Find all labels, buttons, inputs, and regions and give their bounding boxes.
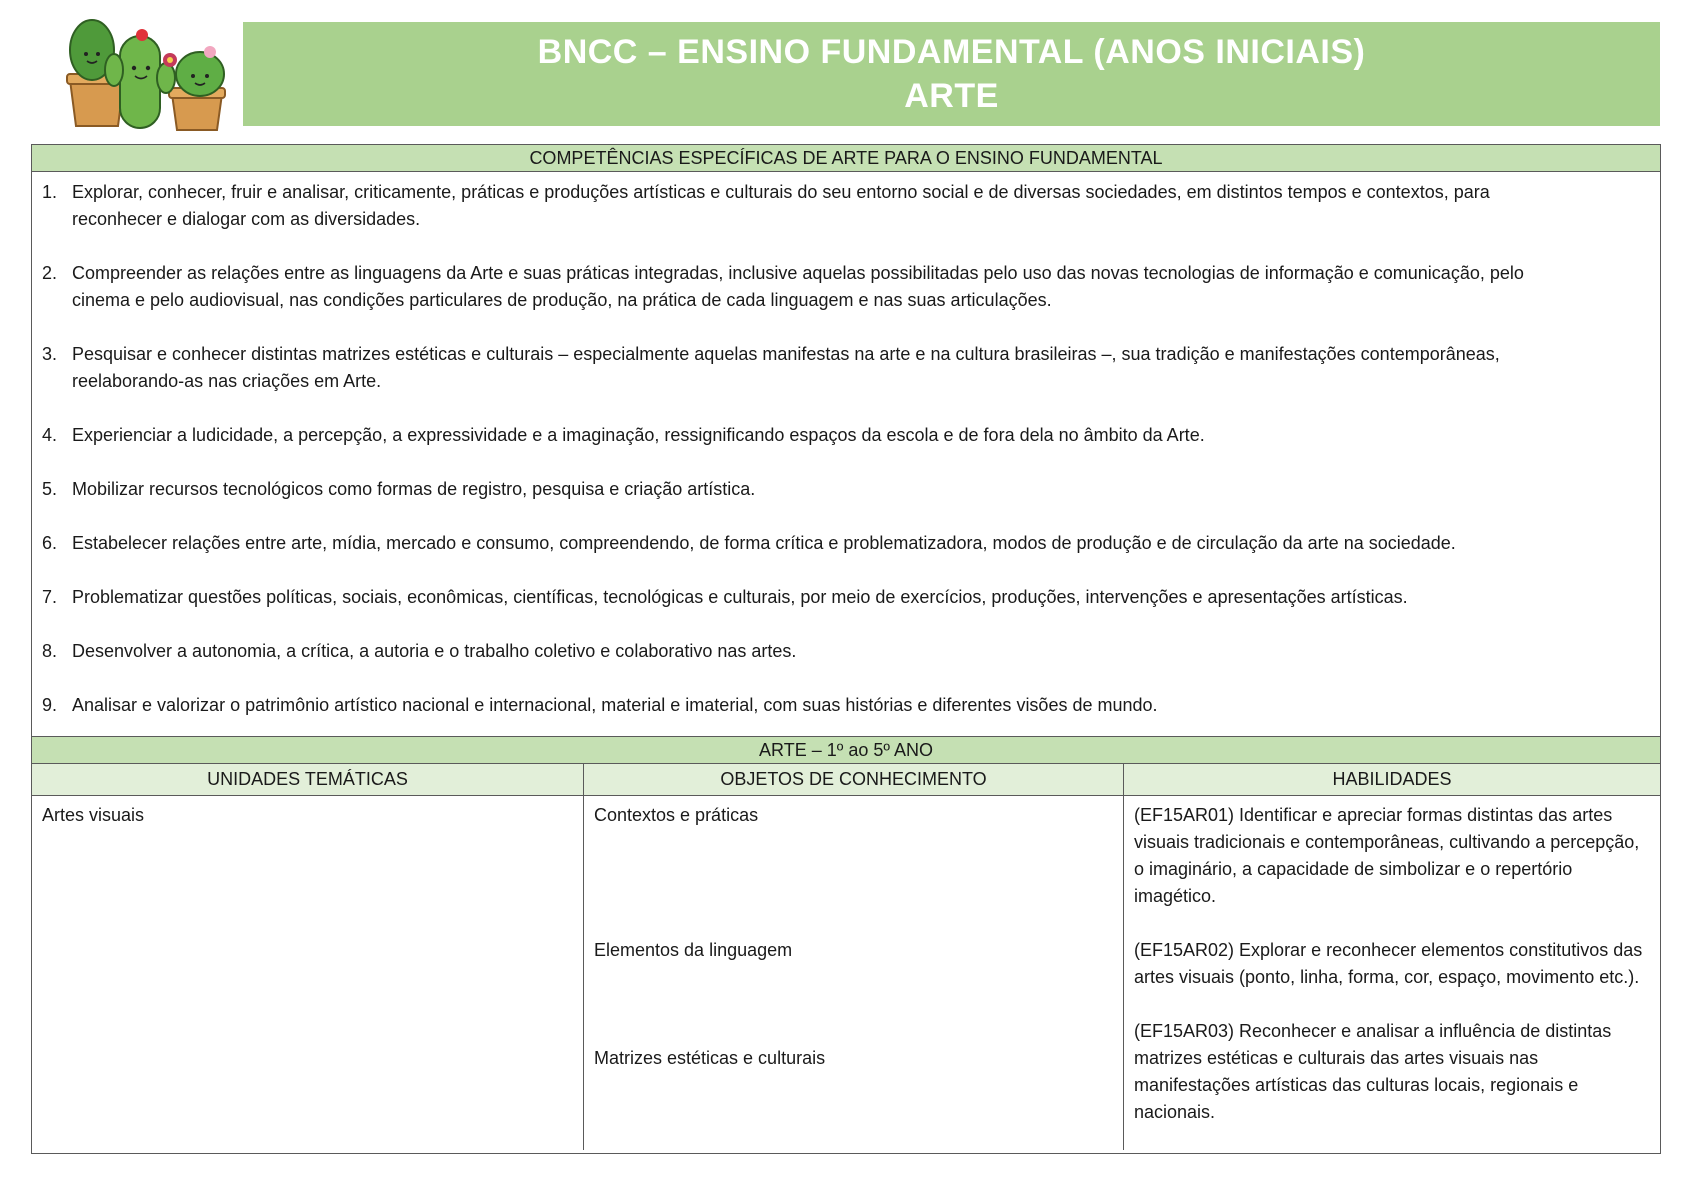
- habilidade-item: (EF15AR01) Identificar e apreciar formas distintas das artes visuais tradicionais e contemporâneas, cultivando a percepção, o imaginário, a capacidade de simbolizar e o repertório imagético.: [1134, 805, 1640, 906]
- objeto-item: Elementos da linguagem: [594, 940, 793, 960]
- grade-heading: ARTE – 1º ao 5º ANO: [32, 737, 1660, 764]
- column-header: UNIDADES TEMÁTICAS: [32, 764, 584, 795]
- column-header: OBJETOS DE CONHECIMENTO: [584, 764, 1124, 795]
- table-row: [32, 796, 1660, 1150]
- item-number: 7.: [42, 587, 58, 607]
- item-number: 1.: [42, 182, 58, 202]
- item-text: Pesquisar e conhecer distintas matrizes estéticas e culturais – especialmente aquelas manifestas na arte e na cultura brasileiras –, sua tradição e manifestações contemporâneas, reelaborando-as nas criações em Arte.: [72, 344, 1500, 391]
- list-item: [32, 422, 1660, 449]
- list-item: [32, 584, 1660, 611]
- competencias-list: [32, 172, 1660, 737]
- item-text: Compreender as relações entre as linguagens da Arte e suas práticas integradas, inclusive aquelas possibilitadas pelo uso das novas tecnologias de informação e comunicação, pelo cinema e pelo audiovisual, nas condições particulares de produção, na prática de cada linguagem e nas suas articulações.: [72, 263, 1524, 310]
- item-number: 4.: [42, 425, 58, 445]
- list-item: [32, 692, 1660, 719]
- list-item: [32, 476, 1660, 503]
- competencias-heading: COMPETÊNCIAS ESPECÍFICAS DE ARTE PARA O ENSINO FUNDAMENTAL: [32, 145, 1660, 172]
- item-text: Analisar e valorizar o patrimônio artístico nacional e internacional, material e imaterial, com suas histórias e diferentes visões de mundo.: [72, 695, 1158, 715]
- habilidade-item: (EF15AR03) Reconhecer e analisar a influência de distintas matrizes estéticas e culturais das artes visuais nas manifestações artísticas das culturas locais, regionais e nacionais.: [1134, 1021, 1612, 1122]
- unidade-text: Artes visuais: [42, 805, 145, 825]
- item-number: 8.: [42, 641, 58, 661]
- habilidade-item: (EF15AR02) Explorar e reconhecer elementos constitutivos das artes visuais (ponto, linha, forma, cor, espaço, movimento etc.).: [1134, 940, 1643, 987]
- item-number: 5.: [42, 479, 58, 499]
- item-text: Problematizar questões políticas, sociais, econômicas, científicas, tecnológicas e culturais, por meio de exercícios, produções, intervenções e apresentações artísticas.: [72, 587, 1408, 607]
- curriculum-table: [31, 144, 1661, 1154]
- objeto-item: Matrizes estéticas e culturais: [594, 1048, 826, 1068]
- page-subtitle: ARTE: [904, 77, 999, 115]
- objetos-cell: [584, 796, 1124, 1150]
- column-header: HABILIDADES: [1332, 769, 1452, 789]
- table-header-row: [32, 764, 1660, 796]
- unidade-cell: [32, 796, 584, 1150]
- item-text: Desenvolver a autonomia, a crítica, a autoria e o trabalho coletivo e colaborativo nas artes.: [72, 641, 797, 661]
- list-item: [32, 341, 1660, 395]
- list-item: [32, 638, 1660, 665]
- item-number: 3.: [42, 344, 58, 364]
- item-number: 2.: [42, 263, 58, 283]
- item-text: Mobilizar recursos tecnológicos como formas de registro, pesquisa e criação artística.: [72, 479, 756, 499]
- cactus-pots-icon: [62, 8, 242, 136]
- habilidades-cell: [1124, 796, 1660, 1150]
- item-text: Estabelecer relações entre arte, mídia, mercado e consumo, compreendendo, de forma crítica e problematizadora, modos de produção e de circulação da arte na sociedade.: [72, 533, 1456, 553]
- item-number: 6.: [42, 533, 58, 553]
- list-item: [32, 260, 1660, 314]
- page-title: BNCC – ENSINO FUNDAMENTAL (ANOS INICIAIS): [537, 33, 1366, 71]
- list-item: [32, 179, 1660, 233]
- item-text: Experienciar a ludicidade, a percepção, a expressividade e a imaginação, ressignificando espaços da escola e de fora dela no âmbito da Arte.: [72, 425, 1205, 445]
- title-banner: [243, 22, 1660, 126]
- item-text: Explorar, conhecer, fruir e analisar, criticamente, práticas e produções artísticas e culturais do seu entorno social e de diversas sociedades, em distintos tempos e contextos, para reconhecer e dialogar com as diversidades.: [72, 182, 1490, 229]
- item-number: 9.: [42, 695, 58, 715]
- list-item: [32, 530, 1660, 557]
- objeto-item: Contextos e práticas: [594, 805, 759, 825]
